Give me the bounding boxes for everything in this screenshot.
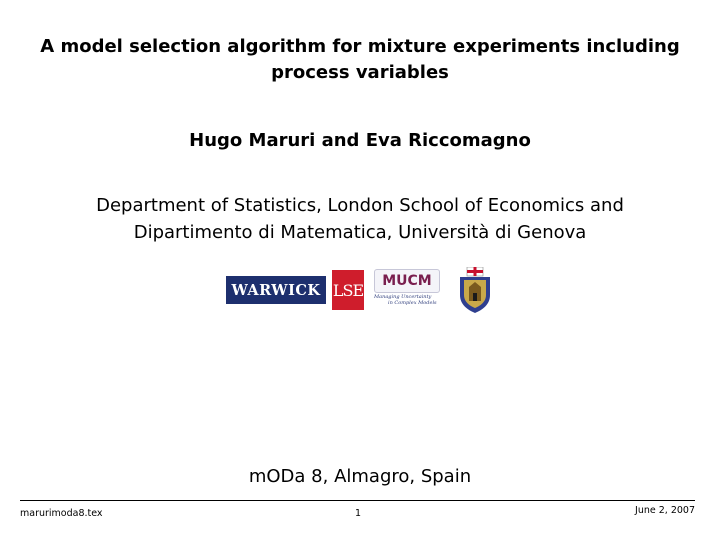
footer-rule — [20, 500, 695, 501]
affiliation-line-1: Department of Statistics, London School of Economics and — [96, 195, 624, 216]
footer-filename: marurimoda8.tex — [20, 508, 103, 519]
footer-date: June 2, 2007 — [635, 505, 695, 516]
venue: mODa 8, Almagro, Spain — [248, 466, 472, 487]
lse-logo: LSE — [332, 270, 364, 310]
mucm-wordmark: MUCM — [374, 269, 440, 293]
logo-row — [226, 266, 492, 314]
slide-title: A model selection algorithm for mixture experiments including process variables — [40, 36, 680, 83]
affiliation-line-2: Dipartimento di Matematica, Università di Genova — [133, 222, 587, 243]
mucm-tagline-1: Managing Uncertainty — [374, 294, 432, 300]
mucm-tagline — [374, 294, 446, 306]
warwick-logo: WARWICK — [226, 276, 326, 304]
affiliation — [20, 192, 700, 246]
page-number: 1 — [355, 508, 362, 519]
authors: Hugo Maruri and Eva Riccomagno — [189, 130, 531, 151]
genova-crest-icon — [458, 267, 492, 313]
mucm-tagline-2: in Complex Models — [388, 300, 437, 306]
mucm-logo — [370, 266, 446, 314]
